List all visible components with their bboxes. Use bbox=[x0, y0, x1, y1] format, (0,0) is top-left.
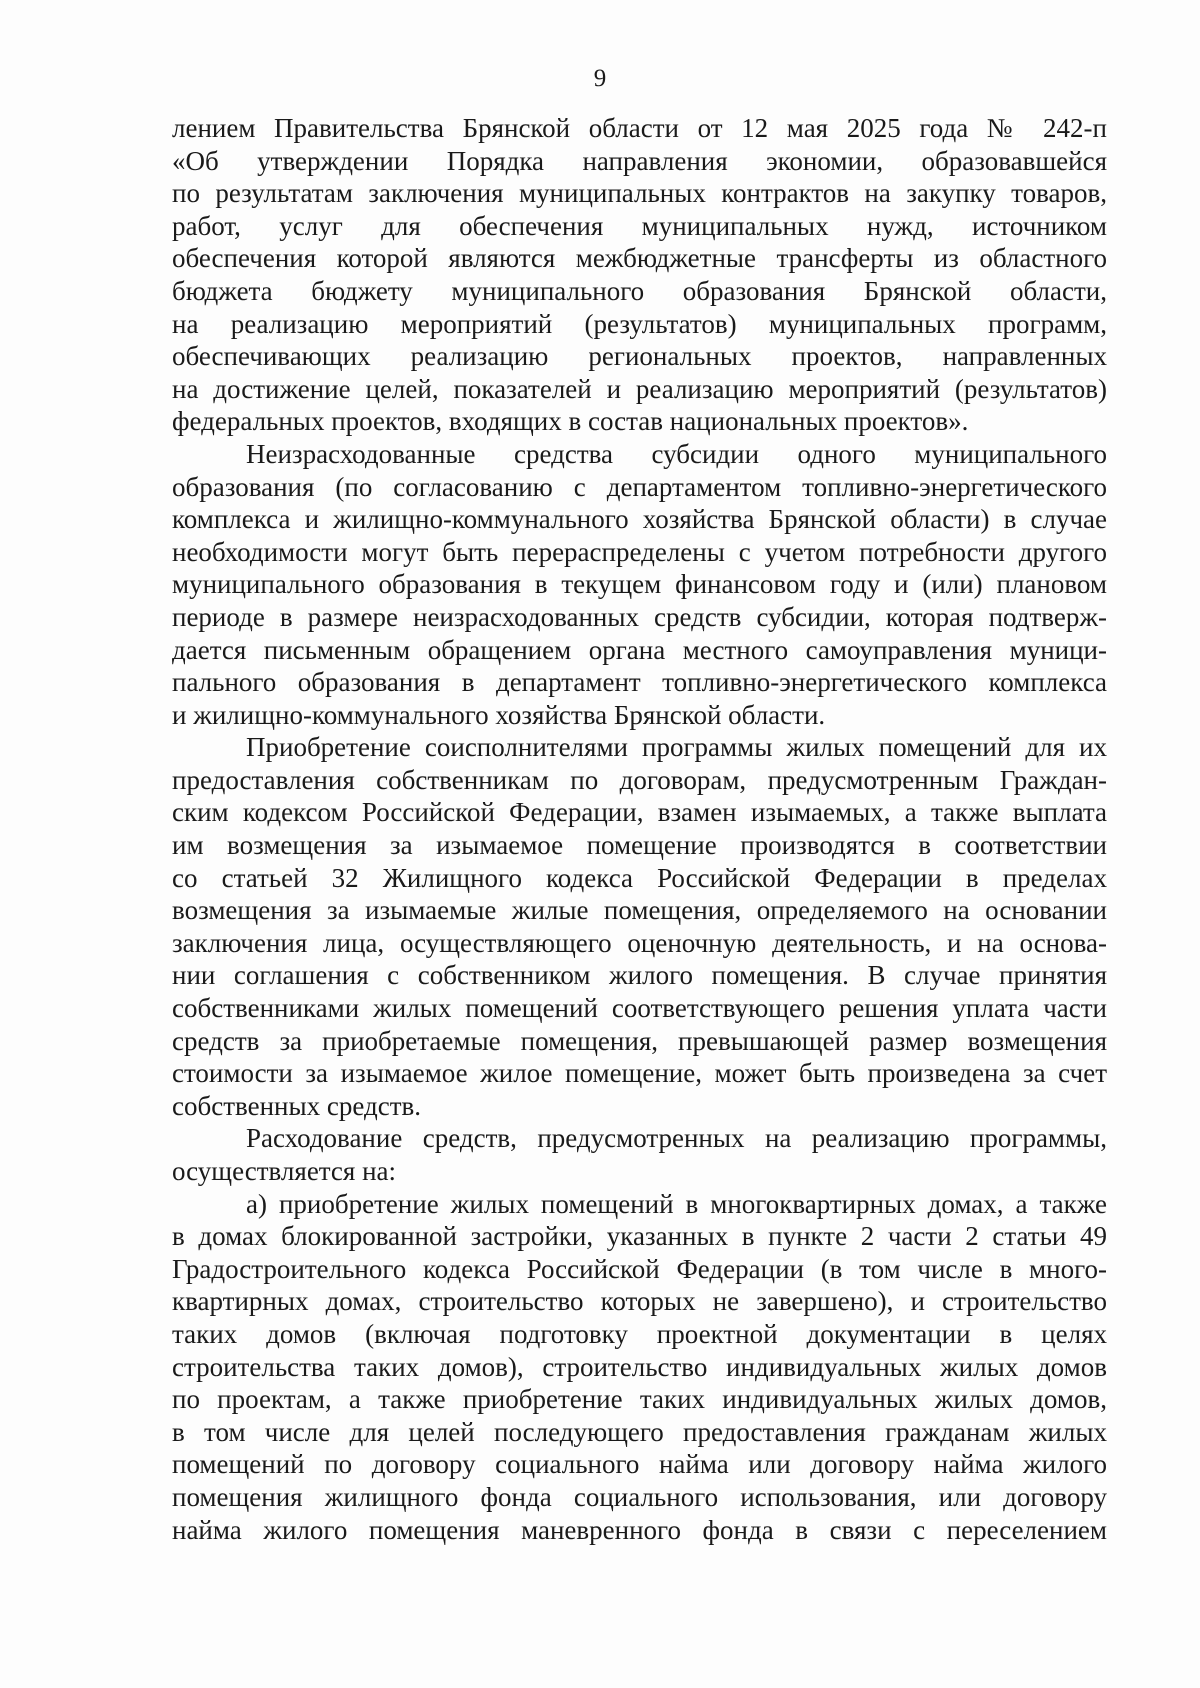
text-line: и жилищно-коммунального хозяйства Брянской области. bbox=[172, 699, 826, 730]
text-line: помещения жилищного фонда социального использования, или договору bbox=[172, 1481, 1107, 1512]
text-line: стоимости за изымаемое жилое помещение, может быть произведена за счет bbox=[172, 1058, 1107, 1089]
text-line: федеральных проектов, входящих в состав национальных проектов». bbox=[172, 406, 969, 437]
text-line: собственниками жилых помещений соответствующего решения уплата части bbox=[172, 993, 1107, 1024]
paragraph bbox=[172, 1122, 1107, 1187]
text-line: лением Правительства Брянской области от 12 мая 2025 года № 242-п bbox=[172, 113, 1107, 143]
text-line: на достижение целей, показателей и реализацию мероприятий (результатов) bbox=[172, 373, 1107, 404]
text-line: обеспечения которой являются межбюджетные трансферты из областного bbox=[172, 243, 1107, 274]
text-line: Расходование средств, предусмотренных на реализацию программы, bbox=[246, 1123, 1107, 1154]
text-line: таких домов (включая подготовку проектной документации в целях bbox=[172, 1318, 1107, 1349]
text-line: по результатам заключения муниципальных контрактов на закупку товаров, bbox=[172, 178, 1107, 209]
text-line: на реализацию мероприятий (результатов) муниципальных программ, bbox=[172, 308, 1107, 339]
text-line: средств за приобретаемые помещения, превышающей размер возмещения bbox=[172, 1025, 1107, 1056]
text-line: пального образования в департамент топливно-энергетического комплекса bbox=[172, 667, 1107, 698]
text-line: найма жилого помещения маневренного фонда в связи с переселением bbox=[172, 1514, 1107, 1545]
text-line: нии соглашения с собственником жилого помещения. В случае принятия bbox=[172, 960, 1107, 991]
text-line: в том числе для целей последующего предоставления гражданам жилых bbox=[172, 1416, 1107, 1447]
text-line: работ, услуг для обеспечения муниципальных нужд, источником bbox=[172, 210, 1107, 241]
text-line: муниципального образования в текущем финансовом году и (или) плановом bbox=[172, 569, 1107, 600]
text-line: со статьей 32 Жилищного кодекса Российской Федерации в пределах bbox=[172, 862, 1107, 893]
document-body bbox=[172, 112, 1107, 1546]
page-number: 9 bbox=[593, 65, 607, 92]
text-line: периоде в размере неизрасходованных средств субсидии, которая подтверж- bbox=[172, 601, 1107, 632]
paragraph bbox=[172, 438, 1107, 731]
text-line: возмещения за изымаемые жилые помещения, определяемого на основании bbox=[172, 895, 1107, 926]
text-line: Приобретение соисполнителями программы жилых помещений для их bbox=[246, 732, 1107, 763]
text-line: собственных средств. bbox=[172, 1090, 421, 1121]
text-line: а) приобретение жилых помещений в многоквартирных домах, а также bbox=[246, 1188, 1107, 1219]
paragraph bbox=[172, 1188, 1107, 1547]
text-line: комплекса и жилищно-коммунального хозяйства Брянской области) в случае bbox=[172, 504, 1107, 535]
text-line: Неизрасходованные средства субсидии одного муниципального bbox=[246, 438, 1107, 469]
text-line: по проектам, а также приобретение таких индивидуальных жилых домов, bbox=[172, 1384, 1107, 1415]
text-line: обеспечивающих реализацию региональных проектов, направленных bbox=[172, 341, 1107, 372]
text-line: предоставления собственникам по договорам, предусмотренным Граждан- bbox=[172, 764, 1107, 795]
text-line: «Об утверждении Порядка направления экономии, образовавшейся bbox=[172, 145, 1107, 176]
text-line: Градостроительного кодекса Российской Федерации (в том числе в много- bbox=[172, 1253, 1107, 1284]
text-line: в домах блокированной застройки, указанных в пункте 2 части 2 статьи 49 bbox=[172, 1221, 1107, 1252]
text-line: квартирных домах, строительство которых не завершено), и строительство bbox=[172, 1286, 1107, 1317]
paragraph bbox=[172, 112, 1107, 438]
text-line: осуществляется на: bbox=[172, 1156, 397, 1186]
text-line: образования (по согласованию с департаментом топливно-энергетического bbox=[172, 471, 1107, 502]
text-line: необходимости могут быть перераспределены с учетом потребности другого bbox=[172, 536, 1107, 567]
text-line: им возмещения за изымаемое помещение производятся в соответствии bbox=[172, 830, 1107, 861]
text-line: строительства таких домов), строительство индивидуальных жилых домов bbox=[172, 1351, 1107, 1382]
text-line: дается письменным обращением органа местного самоуправления муници- bbox=[172, 634, 1107, 665]
text-line: помещений по договору социального найма или договору найма жилого bbox=[172, 1449, 1107, 1480]
text-line: ским кодексом Российской Федерации, взамен изымаемых, а также выплата bbox=[172, 797, 1107, 828]
paragraph bbox=[172, 731, 1107, 1122]
text-line: заключения лица, осуществляющего оценочную деятельность, и на основа- bbox=[172, 927, 1107, 958]
text-line: бюджета бюджету муниципального образования Брянской области, bbox=[172, 275, 1107, 306]
